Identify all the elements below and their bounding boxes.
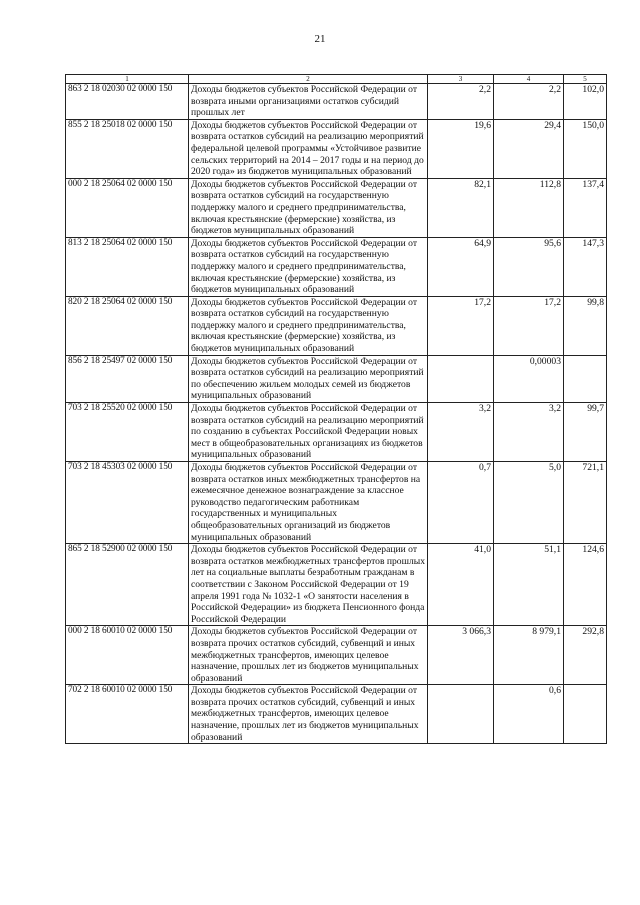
value-col4-cell: 0,6 (494, 685, 564, 744)
description-cell: Доходы бюджетов субъектов Российской Федерации от возврата остатков субсидий на государственную поддержку малого и среднего предпринимательства, включая крестьянские (фермерские) хозяйства, из бюджетов муниципальных образований (189, 296, 428, 355)
description-cell: Доходы бюджетов субъектов Российской Федерации от возврата остатков субсидий на государственную поддержку малого и среднего предпринимательства, включая крестьянские (фермерские) хозяйства, из бюджетов муниципальных образований (189, 178, 428, 237)
value-col4-cell: 3,2 (494, 403, 564, 462)
budget-code-cell: 855 2 18 25018 02 0000 150 (66, 119, 189, 178)
value-col5-cell: 99,8 (564, 296, 607, 355)
value-col5-cell: 137,4 (564, 178, 607, 237)
value-col4-cell: 112,8 (494, 178, 564, 237)
value-col4-cell: 0,00003 (494, 355, 564, 402)
table-row (66, 685, 607, 744)
value-col5-cell (564, 685, 607, 744)
budget-code-cell: 702 2 18 60010 02 0000 150 (66, 685, 189, 744)
header-col-1: 1 (66, 75, 189, 84)
value-col3-cell: 2,2 (428, 84, 494, 120)
value-col3-cell: 19,6 (428, 119, 494, 178)
table-row (66, 237, 607, 296)
budget-code-cell: 863 2 18 02030 02 0000 150 (66, 84, 189, 120)
value-col3-cell: 17,2 (428, 296, 494, 355)
value-col5-cell: 150,0 (564, 119, 607, 178)
value-col4-cell: 2,2 (494, 84, 564, 120)
budget-code-cell: 703 2 18 45303 02 0000 150 (66, 462, 189, 544)
value-col4-cell: 51,1 (494, 544, 564, 626)
table-row (66, 84, 607, 120)
value-col5-cell: 99,7 (564, 403, 607, 462)
budget-code-cell: 000 2 18 60010 02 0000 150 (66, 626, 189, 685)
description-cell: Доходы бюджетов субъектов Российской Федерации от возврата остатков субсидий на государственную поддержку малого и среднего предпринимательства, включая крестьянские (фермерские) хозяйства, из бюджетов муниципальных образований (189, 237, 428, 296)
budget-revenue-table (65, 74, 607, 744)
value-col3-cell: 3 066,3 (428, 626, 494, 685)
table-row (66, 544, 607, 626)
value-col4-cell: 5,0 (494, 462, 564, 544)
value-col5-cell: 102,0 (564, 84, 607, 120)
value-col4-cell: 29,4 (494, 119, 564, 178)
header-col-4: 4 (494, 75, 564, 84)
value-col3-cell (428, 685, 494, 744)
description-cell: Доходы бюджетов субъектов Российской Федерации от возврата остатков субсидий на реализацию мероприятий по созданию в субъектах Российской Федерации новых мест в общеобразовательных организациях из бюджетов муниципальных образований (189, 403, 428, 462)
description-cell: Доходы бюджетов субъектов Российской Федерации от возврата прочих остатков субсидий, субвенций и иных межбюджетных трансфертов, имеющих целевое назначение, прошлых лет из бюджетов муниципальных образований (189, 626, 428, 685)
table-row (66, 296, 607, 355)
budget-code-cell: 865 2 18 52900 02 0000 150 (66, 544, 189, 626)
value-col5-cell: 292,8 (564, 626, 607, 685)
table-row (66, 178, 607, 237)
description-cell: Доходы бюджетов субъектов Российской Федерации от возврата остатков межбюджетных трансфертов прошлых лет на социальные выплаты безработным гражданам в соответствии с Законом Российской Федерации от 19 апреля 1991 года № 1032-1 «О занятости населения в Российской Федерации» из бюджета Пенсионного фонда Российской Федерации (189, 544, 428, 626)
table-row (66, 355, 607, 402)
value-col4-cell: 17,2 (494, 296, 564, 355)
value-col3-cell: 82,1 (428, 178, 494, 237)
value-col3-cell: 41,0 (428, 544, 494, 626)
header-col-3: 3 (428, 75, 494, 84)
description-cell: Доходы бюджетов субъектов Российской Федерации от возврата прочих остатков субсидий, субвенций и иных межбюджетных трансфертов, имеющих целевое назначение, прошлых лет из бюджетов муниципальных образований (189, 685, 428, 744)
description-cell: Доходы бюджетов субъектов Российской Федерации от возврата остатков субсидий на реализацию мероприятий федеральной целевой программы «Устойчивое развитие сельских территорий на 2014 – 2017 годы и на период до 2020 года» из бюджетов муниципальных образований (189, 119, 428, 178)
budget-code-cell: 813 2 18 25064 02 0000 150 (66, 237, 189, 296)
header-col-2: 2 (189, 75, 428, 84)
value-col3-cell: 0,7 (428, 462, 494, 544)
budget-code-cell: 820 2 18 25064 02 0000 150 (66, 296, 189, 355)
value-col3-cell (428, 355, 494, 402)
header-col-5: 5 (564, 75, 607, 84)
value-col5-cell: 147,3 (564, 237, 607, 296)
description-cell: Доходы бюджетов субъектов Российской Федерации от возврата остатков субсидий на реализацию мероприятий по обеспечению жильем молодых семей из бюджетов муниципальных образований (189, 355, 428, 402)
value-col3-cell: 3,2 (428, 403, 494, 462)
budget-code-cell: 000 2 18 25064 02 0000 150 (66, 178, 189, 237)
value-col5-cell: 124,6 (564, 544, 607, 626)
budget-code-cell: 703 2 18 25520 02 0000 150 (66, 403, 189, 462)
value-col5-cell (564, 355, 607, 402)
description-cell: Доходы бюджетов субъектов Российской Федерации от возврата иными организациями остатков субсидий прошлых лет (189, 84, 428, 120)
table-row (66, 119, 607, 178)
table-row (66, 626, 607, 685)
description-cell: Доходы бюджетов субъектов Российской Федерации от возврата остатков иных межбюджетных трансфертов на ежемесячное денежное вознаграждение за классное руководство педагогическим работникам государственных и муниципальных общеобразовательных организаций из бюджетов муниципальных образований (189, 462, 428, 544)
table-row (66, 462, 607, 544)
value-col4-cell: 8 979,1 (494, 626, 564, 685)
value-col3-cell: 64,9 (428, 237, 494, 296)
column-number-header-row (66, 75, 607, 84)
value-col5-cell: 721,1 (564, 462, 607, 544)
value-col4-cell: 95,6 (494, 237, 564, 296)
budget-code-cell: 856 2 18 25497 02 0000 150 (66, 355, 189, 402)
table-row (66, 403, 607, 462)
page-number: 21 (314, 33, 326, 45)
